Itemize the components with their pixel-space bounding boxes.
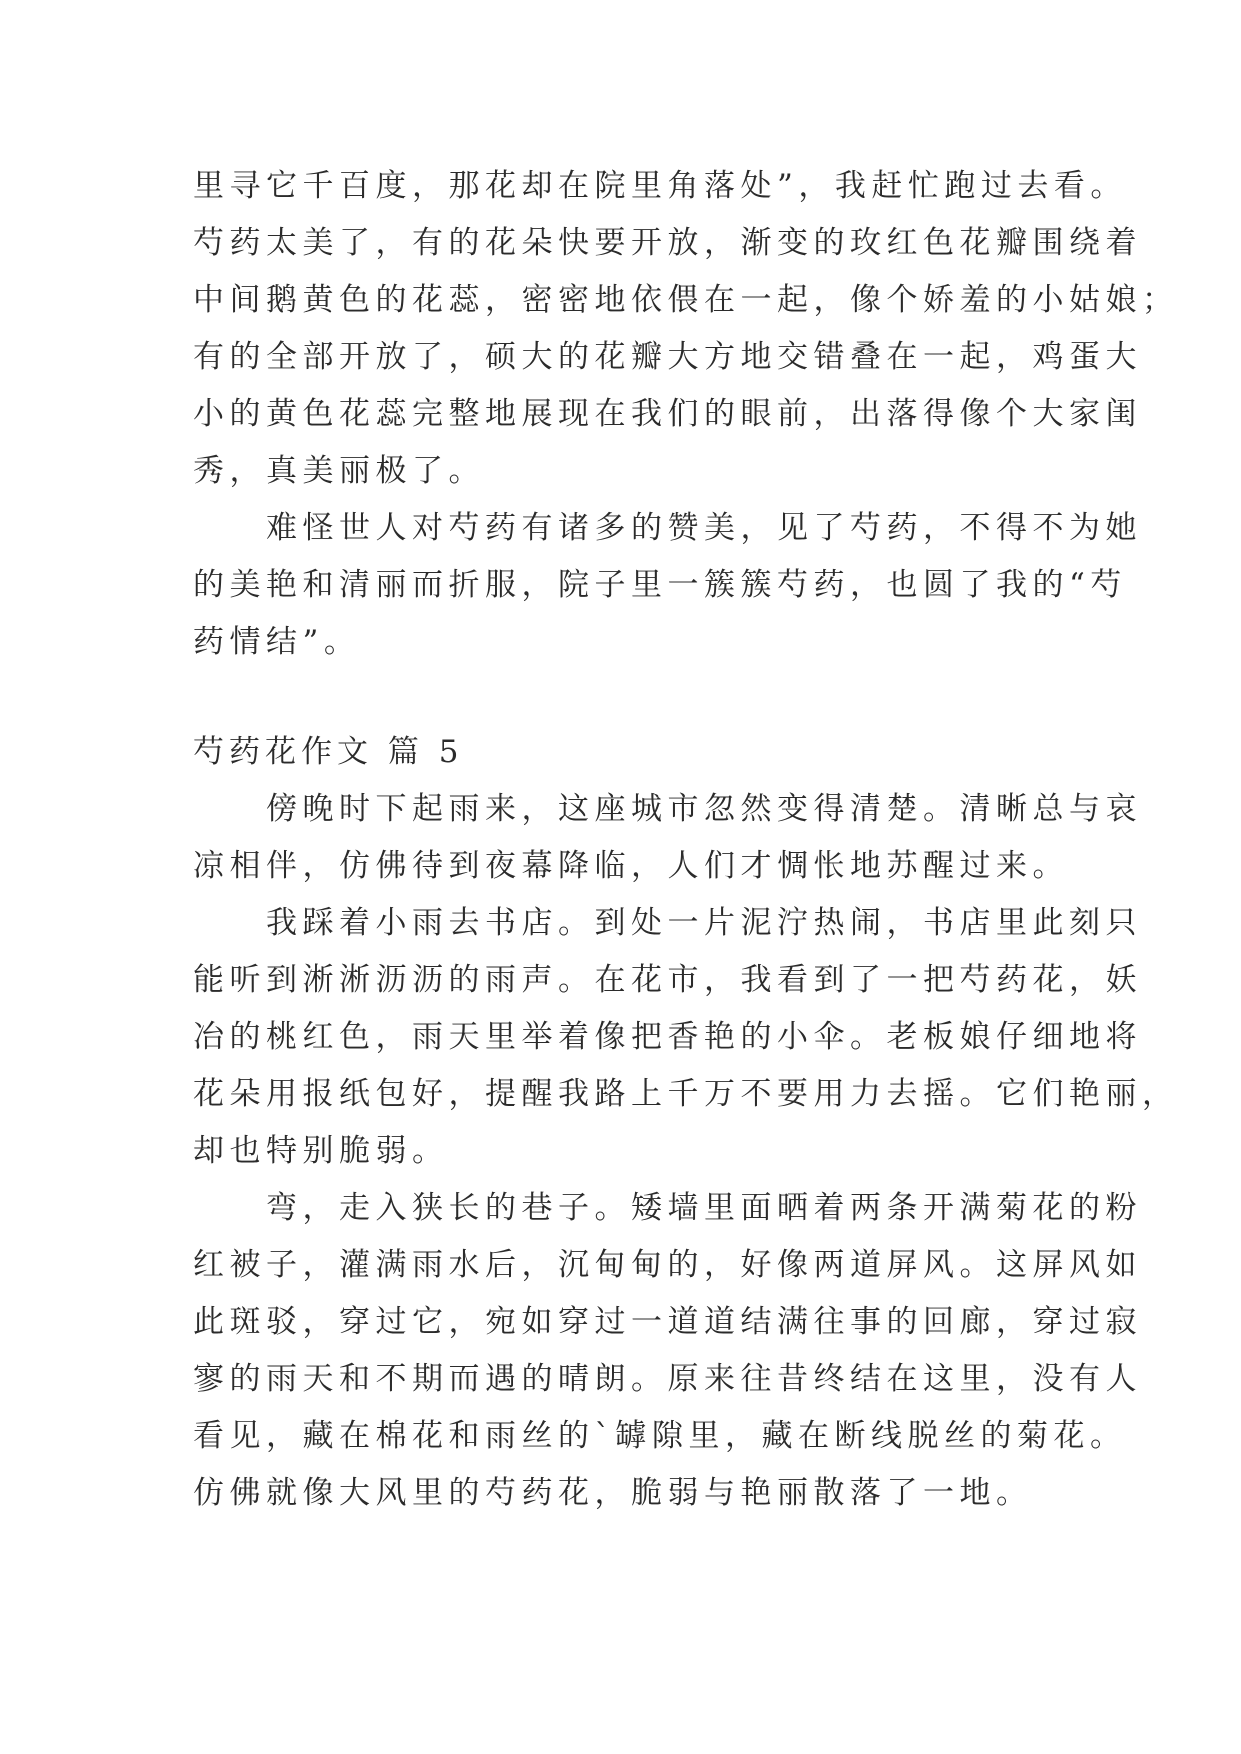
paragraph-evening-rain [193,781,1142,895]
text-line: 却也特别脆弱。 [193,1133,449,1169]
text-line: 红被子，灌满雨水后，沉甸甸的，好像两道屏风。这屏风如 [193,1247,1142,1283]
paragraph-peony-conclusion [193,500,1142,671]
text-line: 里寻它千百度，那花却在院里角落处”，我赶忙跑过去看。 [193,168,1127,204]
text-line: 我踩着小雨去书店。到处一片泥泞热闹，书店里此刻只 [193,905,1142,941]
text-line: 能听到淅淅沥沥的雨声。在花市，我看到了一把芍药花，妖 [193,962,1142,998]
text-line: 有的全部开放了，硕大的花瓣大方地交错叠在一起，鸡蛋大 [193,339,1142,375]
text-line: 冶的桃红色，雨天里举着像把香艳的小伞。老板娘仔细地将 [193,1019,1142,1055]
text-line: 凉相伴，仿佛待到夜幕降临，人们才惆怅地苏醒过来。 [193,848,1069,884]
paragraph-bookstore [193,895,1179,1180]
text-line: 秀，真美丽极了。 [193,453,485,489]
article-body [193,158,1179,1522]
text-line: 中间鹅黄色的花蕊，密密地依偎在一起，像个娇羞的小姑娘； [193,282,1179,318]
text-line: 寥的雨天和不期而遇的晴朗。原来往昔终结在这里，没有人 [193,1361,1142,1397]
text-line: 此斑驳，穿过它，宛如穿过一道道结满往事的回廊，穿过寂 [193,1304,1142,1340]
text-line: 小的黄色花蕊完整地展现在我们的眼前，出落得像个大家闺 [193,396,1142,432]
text-line: 弯，走入狭长的巷子。矮墙里面晒着两条开满菊花的粉 [193,1190,1142,1226]
text-line: 仿佛就像大风里的芍药花，脆弱与艳丽散落了一地。 [193,1475,1033,1511]
text-line: 傍晚时下起雨来，这座城市忽然变得清楚。清晰总与哀 [193,791,1142,827]
paragraph-peony-description [193,158,1179,500]
text-line: 的美艳和清丽而折服，院子里一簇簇芍药，也圆了我的“芍 [193,567,1127,603]
text-line: 难怪世人对芍药有诸多的赞美，见了芍药，不得不为她 [193,510,1142,546]
text-line: 看见，藏在棉花和雨丝的`罅隙里，藏在断线脱丝的菊花。 [193,1418,1127,1454]
text-line: 花朵用报纸包好，提醒我路上千万不要用力去摇。它们艳丽， [193,1076,1179,1112]
text-line: 芍药太美了，有的花朵快要开放，渐变的玫红色花瓣围绕着 [193,225,1142,261]
paragraph-alley [193,1180,1142,1522]
section-heading: 芍药花作文 篇 5 [193,734,464,770]
text-line: 药情结”。 [193,624,361,660]
